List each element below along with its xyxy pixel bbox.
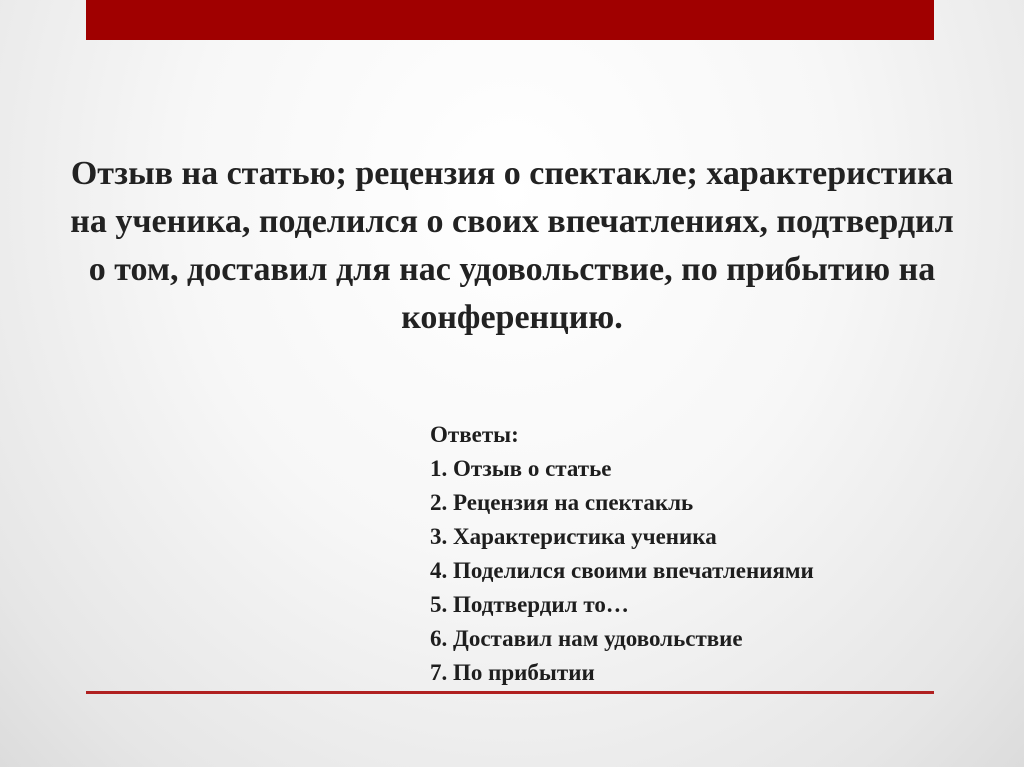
answer-item-1: 1. Отзыв о статье bbox=[430, 456, 612, 481]
slide-main-text: Отзыв на статью; рецензия о спектакле; характеристика на ученика, поделился о своих впечатлениях, подтвердил о том, доставил для нас удовольствие, по прибытию на конференцию. bbox=[70, 155, 954, 336]
answer-item-5: 5. Подтвердил то… bbox=[430, 592, 629, 617]
answers-title: Ответы: bbox=[430, 422, 519, 447]
bottom-divider bbox=[86, 691, 934, 694]
answer-item-4: 4. Поделился своими впечатлениями bbox=[430, 558, 814, 583]
answer-item-7: 7. По прибытии bbox=[430, 660, 595, 685]
top-accent-bar bbox=[86, 0, 934, 40]
answers-block bbox=[430, 418, 950, 690]
answer-item-2: 2. Рецензия на спектакль bbox=[430, 490, 694, 515]
answers-list bbox=[430, 452, 950, 690]
answer-item-6: 6. Доставил нам удовольствие bbox=[430, 626, 743, 651]
answer-item-3: 3. Характеристика ученика bbox=[430, 524, 717, 549]
